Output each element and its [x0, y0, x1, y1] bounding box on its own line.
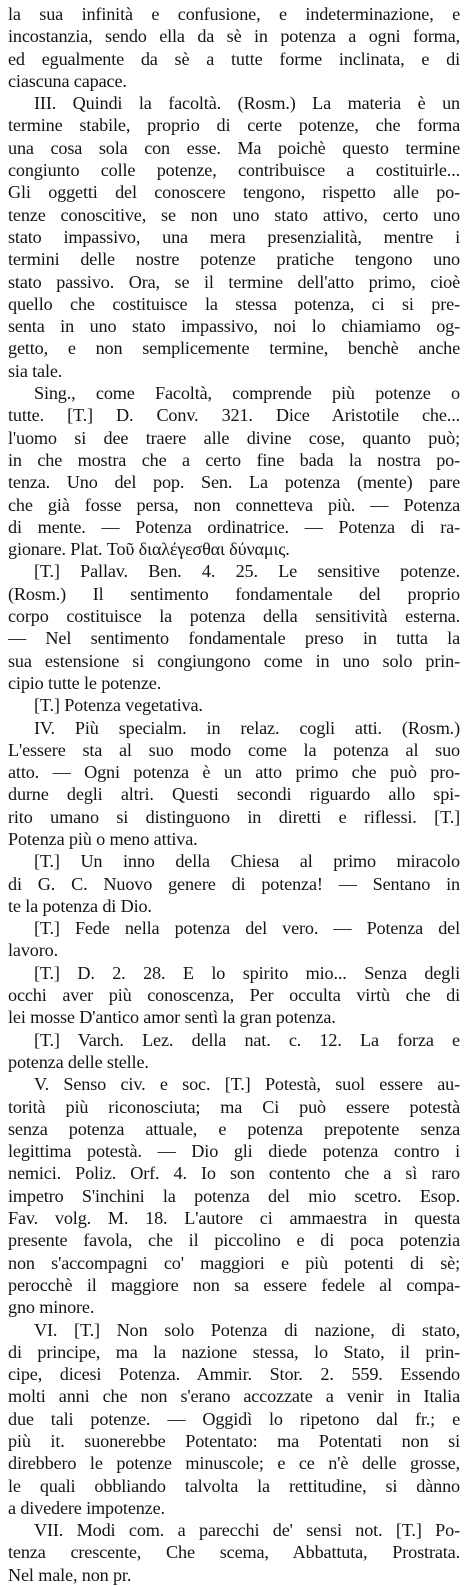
text-line: gionare. Plat. Τοῦ διαλέγεσθαι δύναμις. [8, 539, 290, 560]
text-line: lavoro. [8, 940, 58, 961]
text-line: IV. Più specialm. in relaz. cogli atti. (Rosm.) [34, 717, 460, 738]
text-line: senta in uno stato impassivo, noi lo chiamiamo og- [8, 316, 460, 337]
text-line: senza potenza attuale, e potenza prepotente senza [8, 1118, 460, 1139]
text-line: (Rosm.) Il sentimento fondamentale del proprio [8, 583, 460, 604]
text-line: non s'accompagni co' maggiori e più potenti di sè; [8, 1252, 460, 1273]
text-line: Potenza più o meno attiva. [8, 828, 198, 849]
text-line: tutte. [T.] D. Conv. 321. Dice Aristotile che... [8, 405, 460, 426]
text-line: perocchè il maggiore non sa essere fedele al compa- [8, 1274, 460, 1295]
text-line: tenza crescente, Che scema, Abbattuta, Prostrata. [8, 1542, 460, 1563]
text-line: Sing., come Facoltà, comprende più potenze o [34, 383, 460, 404]
text-line: tenza. Uno del pop. Sen. La potenza (mente) pare [8, 472, 460, 493]
text-line: di mente. — Potenza ordinatrice. — Potenza di ra- [8, 516, 460, 537]
text-line: che già fosse persa, non connetteva più. — Potenza [8, 494, 460, 515]
text-line: una cosa sola con esse. Ma poichè questo termine [8, 137, 460, 158]
text-line: nemici. Poliz. Orf. 4. Io son contento che a sì raro [8, 1163, 460, 1184]
text-line: [T.] D. 2. 28. E lo spirito mio... Senza degli [34, 962, 460, 983]
text-line: impetro S'inchini la potenza del mio scetro. Esop. [8, 1185, 460, 1206]
text-line: tenze conoscitive, se non uno stato attivo, certo uno [8, 204, 460, 225]
text-line: di G. C. Nuovo genere di potenza! — Sentano in [8, 873, 460, 894]
text-line: sia tale. [8, 360, 63, 381]
text-line: V. Senso civ. e soc. [T.] Potestà, suol essere au- [34, 1074, 460, 1095]
text-line: in che mostra che a certo fine bada la nostra po- [8, 449, 460, 470]
text-line: torità più riconosciuta; ma Ci può essere potestà [8, 1096, 460, 1117]
text-line: cipe, dicesi Potenza. Ammir. Stor. 2. 559. Essendo [8, 1364, 460, 1385]
text-line: di principe, ma la nazione stessa, lo Stato, il prin- [8, 1341, 460, 1362]
text-line: stato passivo. Ora, se il termine dell'atto primo, cioè [8, 271, 460, 292]
text-line: — Nel sentimento fondamentale preso in tutta la [8, 628, 460, 649]
text-line: durne degli altri. Questi secondi riguardo allo spi- [8, 784, 460, 805]
text-line: VII. Modi com. a parecchi de' sensi not. [T.] Po- [34, 1520, 460, 1541]
text-line: la sua infinità e confusione, e indeterminazione, e [8, 4, 460, 24]
text-line: congiunto colle potenze, contribuisce a costituirle... [8, 160, 460, 181]
text-line: le quali obbliando talvolta la rettitudine, si dànno [8, 1475, 460, 1496]
text-line: quello che costituisce la stessa potenza, ci si pre- [8, 293, 460, 314]
text-line: lei mosse D'antico amor sentì la gran potenza. [8, 1007, 336, 1028]
text-line: [T.] Fede nella potenza del vero. — Potenza del [34, 918, 460, 939]
text-line: ed egualmente da sè a tutte forme inclinata, e di [8, 48, 460, 69]
text-line: corpo costituisce la potenza della sensitività esterna. [8, 606, 460, 627]
text-line: [T.] Varch. Lez. della nat. c. 12. La forza e [34, 1029, 460, 1050]
text-line: più it. suonerebbe Potentato: ma Potentati non si [8, 1431, 460, 1451]
text-line: legittima potestà. — Dio gli diede potenza contro i [8, 1141, 460, 1162]
text-line: III. Quindi la facoltà. (Rosm.) La materia è un [34, 93, 460, 114]
text-line: termine stabile, proprio di certe potenze, che forma [8, 115, 460, 136]
text-line: direbbero le potenze minuscole; e ce n'è delle grosse, [8, 1453, 460, 1474]
text-line: potenza delle stelle. [8, 1051, 149, 1072]
text-line: Nel male, non pr. [8, 1564, 132, 1585]
text-line: rito umano si distinguono in diretti e riflessi. [T.] [8, 806, 460, 827]
text-line: occhi aver più conoscenza, Per occulta virtù che di [8, 985, 460, 1006]
text-line: stato impassivo, una mera presenzialità, mentre i [8, 226, 460, 247]
text-line: presente favola, che il piccolino e di poca potenzia [8, 1230, 460, 1251]
text-line: [T.] Potenza vegetativa. [34, 695, 203, 716]
text-line: Fav. volg. M. 18. L'autore ci ammaestra in questa [8, 1208, 460, 1229]
text-line: L'essere sta al suo modo come la potenza al suo [8, 739, 460, 760]
text-line: te la potenza di Dio. [8, 895, 152, 916]
text-line: sua estensione si congiungono come in uno solo prin- [8, 650, 460, 671]
text-line: incostanzia, sendo ella da sè in potenza a ogni forma, [8, 26, 460, 47]
text-line: molti anni che non s'erano accozzate a venir in Italia [8, 1386, 460, 1407]
text-line: [T.] Un inno della Chiesa al primo miracolo [34, 851, 460, 872]
text-line: termini delle nostre potenze pratiche tengono uno [8, 249, 460, 270]
text-line: atto. — Ogni potenza è un atto primo che può pro- [8, 762, 460, 783]
text-line: a divedere impotenze. [8, 1497, 165, 1518]
text-line: ciascuna capace. [8, 70, 127, 91]
text-line: [T.] Pallav. Ben. 4. 25. Le sensitive potenze. [34, 561, 460, 582]
text-line: VI. [T.] Non solo Potenza di nazione, di stato, [34, 1319, 460, 1340]
text-line: getto, e non semplicemente termine, benchè anche [8, 338, 460, 359]
text-line: l'uomo si dee traere alle divine cose, quanto può; [8, 427, 460, 448]
text-line: due tali potenze. — Oggidì lo ripetono dal fr.; e [8, 1408, 460, 1429]
text-line: Gli oggetti del conoscere tengono, rispetto alle po- [8, 182, 460, 203]
text-line: cipio tutte le potenze. [8, 672, 162, 693]
text-line: gno minore. [8, 1297, 95, 1318]
